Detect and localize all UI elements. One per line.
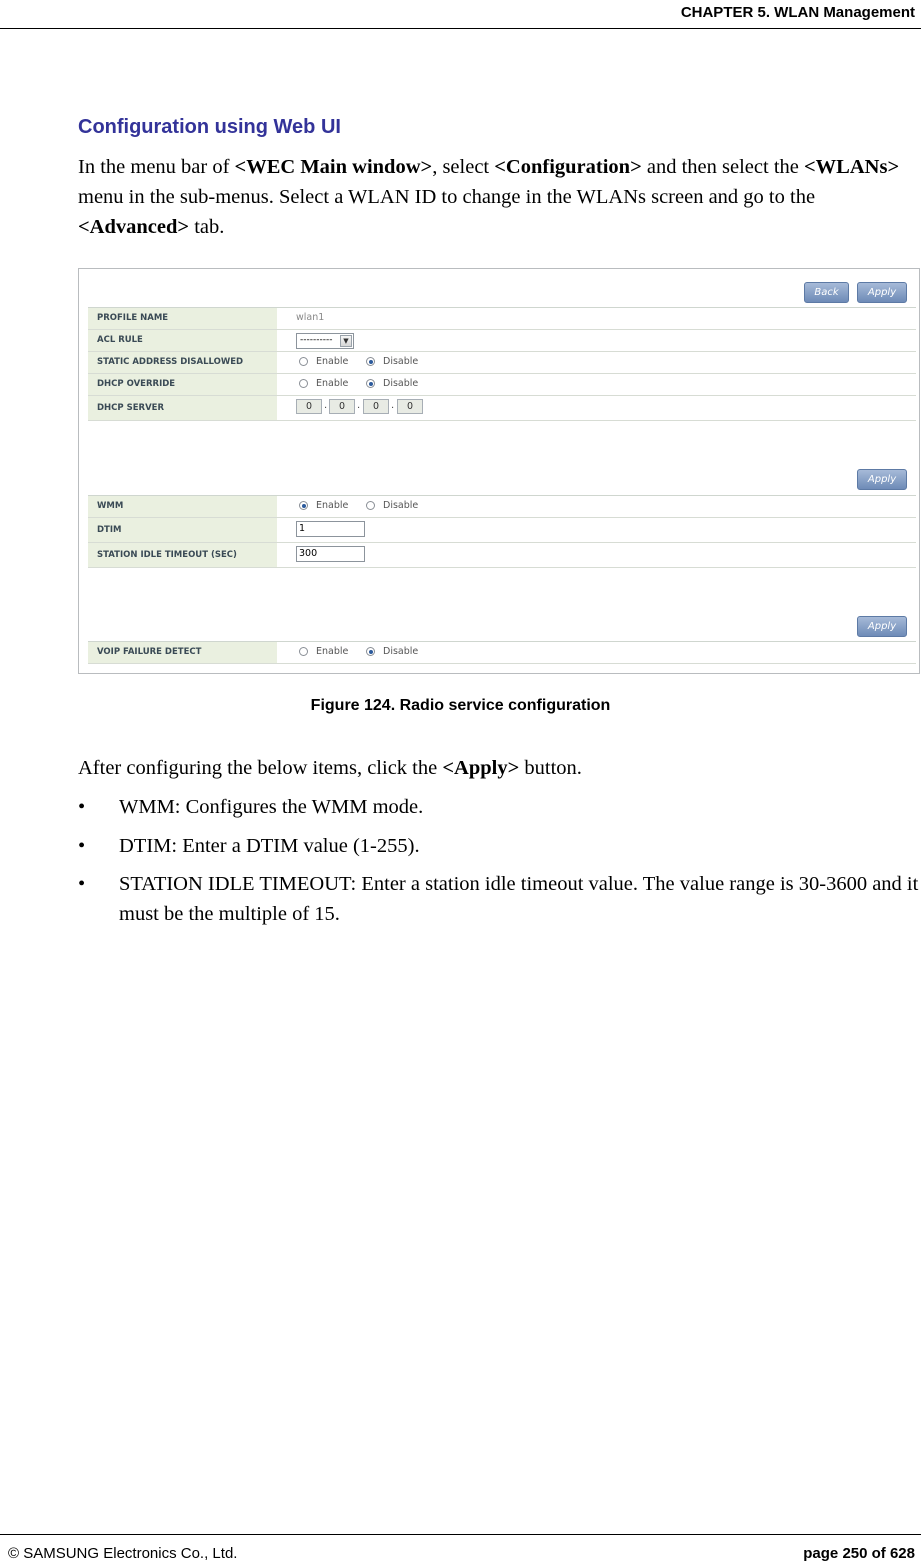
- bullet-text: STATION IDLE TIMEOUT: Enter a station idle timeout value. The value range is 30-3600 and it must be the multiple of 15.: [119, 873, 919, 925]
- dhcp-server-octet-3[interactable]: 0: [363, 399, 389, 414]
- chapter-title: CHAPTER 5. WLAN Management: [680, 4, 915, 21]
- wmm-disable-radio[interactable]: [366, 501, 375, 510]
- voip-disable-label: Disable: [383, 646, 419, 657]
- dhcp-server-octet-1[interactable]: 0: [296, 399, 322, 414]
- wmm-enable-radio[interactable]: [299, 501, 308, 510]
- page-header: [0, 0, 921, 29]
- acl-rule-label: ACL RULE: [88, 330, 277, 351]
- row-static-address: [88, 352, 916, 374]
- apply-button-top[interactable]: Apply: [857, 282, 907, 303]
- wmm-disable-label: Disable: [383, 500, 419, 511]
- intro-advanced: <Advanced>: [78, 216, 190, 238]
- acl-rule-selected: ----------: [300, 335, 333, 345]
- dtim-input[interactable]: 1: [296, 521, 365, 537]
- after-text-1: After configuring the below items, click the: [78, 757, 443, 779]
- bullet-text: DTIM: Enter a DTIM value (1-255).: [119, 835, 420, 857]
- row-profile-name: [88, 308, 916, 330]
- profile-name-cell: [286, 308, 916, 329]
- row-dhcp-override: [88, 374, 916, 396]
- static-address-label: STATIC ADDRESS DISALLOWED: [88, 352, 277, 373]
- intro-text-5: tab.: [189, 216, 225, 238]
- voip-cell: [286, 642, 916, 663]
- intro-text-4: menu in the sub-menus. Select a WLAN ID to change in the WLANs screen and go to the: [78, 186, 816, 208]
- footer-page-number: page 250 of 628: [803, 1545, 915, 1562]
- wmm-label: WMM: [88, 496, 277, 517]
- static-address-enable-label: Enable: [316, 356, 349, 367]
- idle-timeout-input[interactable]: 300: [296, 546, 365, 562]
- wmm-cell: [286, 496, 916, 517]
- idle-timeout-cell: [286, 543, 916, 567]
- intro-wec-window: <WEC Main window>: [234, 156, 433, 178]
- radio-service-screenshot: [78, 268, 920, 674]
- static-address-disable-radio[interactable]: [366, 357, 375, 366]
- dhcp-server-octet-2[interactable]: 0: [329, 399, 355, 414]
- dhcp-server-cell: [286, 396, 916, 420]
- after-paragraph: [78, 757, 582, 780]
- bullet-symbol: •: [78, 796, 86, 818]
- chevron-down-icon[interactable]: ▼: [340, 335, 352, 347]
- intro-text-3: and then select the: [641, 156, 804, 178]
- dtim-cell: [286, 518, 916, 542]
- acl-rule-select[interactable]: [296, 333, 354, 349]
- acl-rule-cell: [286, 330, 916, 351]
- dhcp-override-enable-label: Enable: [316, 378, 349, 389]
- back-button[interactable]: Back: [804, 282, 849, 303]
- voip-label: VOIP FAILURE DETECT: [88, 642, 277, 663]
- intro-text-1: In the menu bar of: [78, 156, 235, 178]
- intro-text-2: , select: [432, 156, 495, 178]
- footer-divider: [0, 1534, 921, 1535]
- intro-configuration: <Configuration>: [494, 156, 642, 178]
- static-address-enable-radio[interactable]: [299, 357, 308, 366]
- ip-dot: .: [391, 400, 395, 411]
- dhcp-override-cell: [286, 374, 916, 395]
- dhcp-override-enable-radio[interactable]: [299, 379, 308, 388]
- intro-wlans: <WLANs>: [804, 156, 900, 178]
- dhcp-override-disable-radio[interactable]: [366, 379, 375, 388]
- after-text-2: button.: [519, 757, 582, 779]
- row-idle-timeout: [88, 543, 916, 568]
- figure-caption: Figure 124. Radio service configuration: [310, 697, 611, 714]
- ip-dot: .: [357, 400, 361, 411]
- profile-name-label: PROFILE NAME: [88, 308, 277, 329]
- profile-name-value: wlan1: [296, 312, 325, 323]
- voip-enable-label: Enable: [316, 646, 349, 657]
- row-wmm: [88, 496, 916, 518]
- idle-timeout-label: STATION IDLE TIMEOUT (SEC): [88, 543, 277, 567]
- dhcp-override-disable-label: Disable: [383, 378, 419, 389]
- section-title: Configuration using Web UI: [78, 116, 341, 138]
- dhcp-server-label: DHCP SERVER: [88, 396, 277, 420]
- dhcp-override-label: DHCP OVERRIDE: [88, 374, 277, 395]
- row-dhcp-server: [88, 396, 916, 421]
- row-voip: [88, 642, 916, 664]
- bullet-text: WMM: Configures the WMM mode.: [119, 796, 424, 818]
- wmm-enable-label: Enable: [316, 500, 349, 511]
- ip-dot: .: [324, 400, 328, 411]
- static-address-cell: [286, 352, 916, 373]
- row-dtim: [88, 518, 916, 543]
- dtim-label: DTIM: [88, 518, 277, 542]
- row-acl-rule: [88, 330, 916, 352]
- apply-button-middle[interactable]: Apply: [857, 469, 907, 490]
- footer-copyright: © SAMSUNG Electronics Co., Ltd.: [8, 1545, 238, 1562]
- dhcp-server-octet-4[interactable]: 0: [397, 399, 423, 414]
- static-address-disable-label: Disable: [383, 356, 419, 367]
- voip-enable-radio[interactable]: [299, 647, 308, 656]
- apply-button-bottom[interactable]: Apply: [857, 616, 907, 637]
- voip-disable-radio[interactable]: [366, 647, 375, 656]
- bullet-symbol: •: [78, 873, 86, 895]
- bullet-symbol: •: [78, 835, 86, 857]
- intro-paragraph: [78, 152, 908, 242]
- after-apply: <Apply>: [442, 757, 520, 779]
